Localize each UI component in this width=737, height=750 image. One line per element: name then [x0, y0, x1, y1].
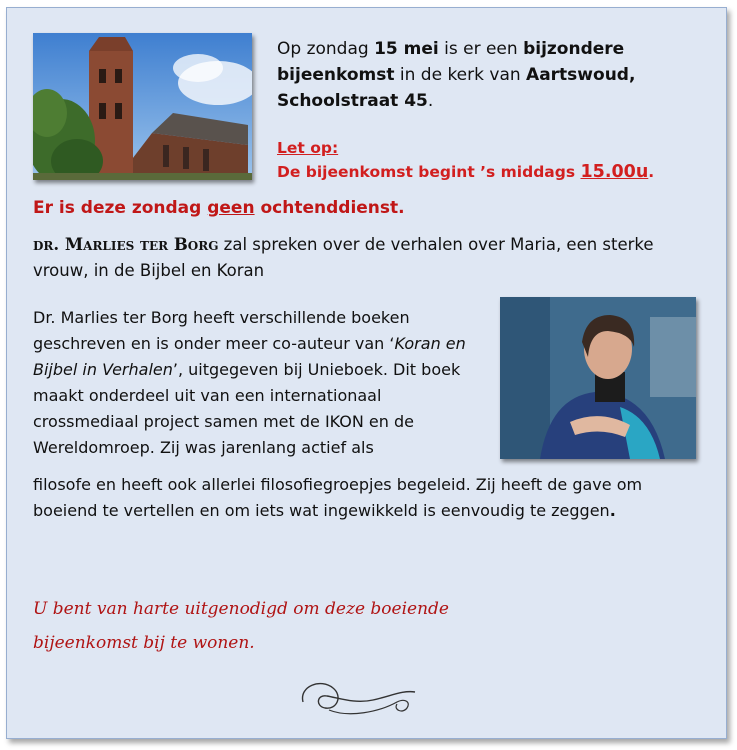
- bio-paragraph-continued: [33, 472, 703, 524]
- invitation-line: bijeenkomst bij te wonen.: [33, 633, 255, 653]
- church-photo: [33, 33, 252, 180]
- book-title: Koran en Bijbel in Verhalen: [33, 334, 466, 379]
- intro-text: .: [427, 91, 434, 111]
- speaker-text: zal spreken over de verhalen over Maria, een sterke vrouw, in de Bijbel en Koran: [33, 235, 654, 280]
- announcement-card: [6, 7, 727, 739]
- intro-text: Op zondag: [277, 39, 375, 59]
- no-service-text: Er is deze zondag: [33, 198, 208, 218]
- notice-heading: Let op:: [277, 139, 339, 157]
- bio-text: Dr. Marlies ter Borg heeft verschillende boeken geschreven en is onder meer co-auteur van ‘: [33, 308, 410, 353]
- notice-text: .: [648, 163, 655, 181]
- invitation-line: U bent van harte uitgenodigd om deze boeiende: [33, 599, 449, 619]
- bio-paragraph: [33, 305, 473, 461]
- invitation: [33, 592, 703, 660]
- flourish-ornament: [299, 672, 421, 720]
- notice-text: De bijeenkomst begint ’s middags: [277, 163, 581, 181]
- no-service-text: ochtenddienst.: [254, 198, 405, 218]
- time-notice: [277, 136, 717, 184]
- event-date: 15 mei: [374, 39, 439, 59]
- speaker-paragraph: [33, 232, 703, 284]
- notice-line: [277, 160, 717, 184]
- event-location: Aartswoud, Schoolstraat 45: [277, 65, 636, 111]
- event-type: bijzondere bijeenkomst: [277, 39, 625, 85]
- bio-text: ’, uitgegeven bij Unieboek. Dit boek maakt onderdeel uit van een internationaal crossmediaal project samen met de IKON en de Wereldomroep. Zij was jarenlang actief als: [33, 360, 461, 457]
- bio-text: filosofe en heeft ook allerlei filosofiegroepjes begeleid. Zij heeft de gave om boeiend te vertellen en om iets wat ingewikkeld is eenvoudig te zeggen: [33, 475, 643, 520]
- speaker-portrait: [500, 297, 696, 459]
- intro-text: in de kerk van: [394, 65, 527, 85]
- bio-text: .: [609, 501, 616, 520]
- speaker-name: dr. Marlies ter Borg: [33, 235, 219, 254]
- no-service-emphasis: geen: [207, 198, 255, 218]
- start-time: 15.00u: [580, 162, 649, 182]
- intro-paragraph: [277, 36, 717, 114]
- intro-text: is er een: [438, 39, 524, 59]
- no-service-notice: [33, 198, 713, 218]
